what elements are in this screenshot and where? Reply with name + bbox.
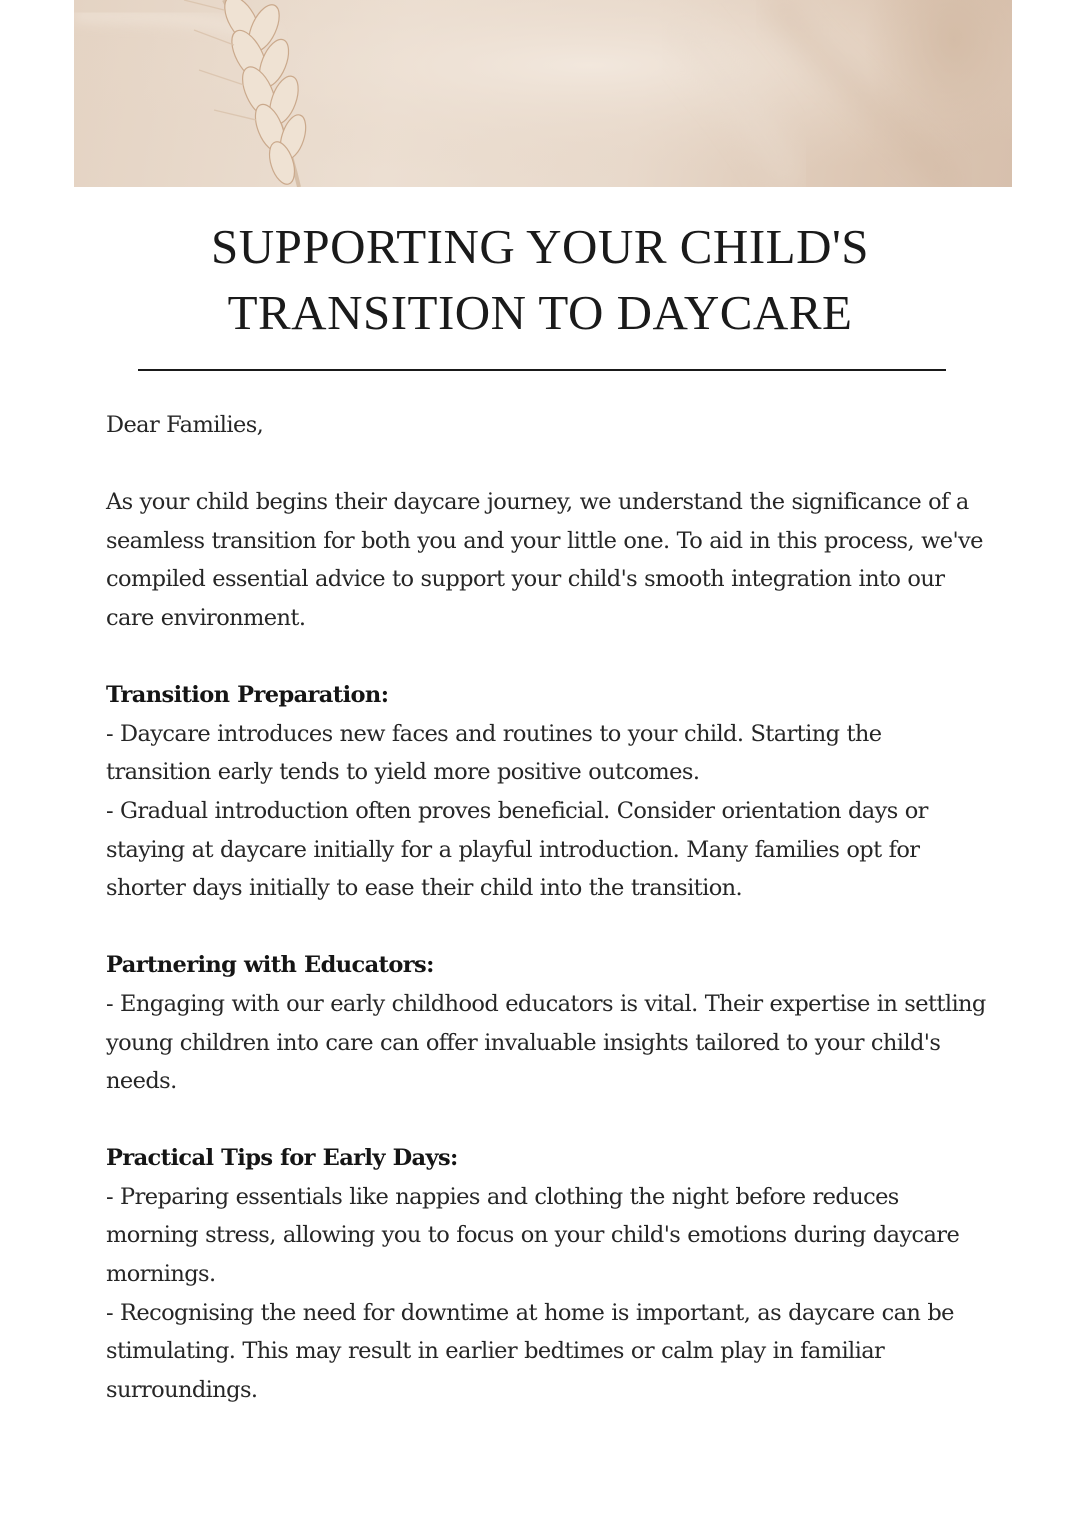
- section-heading-partnering-educators: Partnering with Educators:: [106, 952, 434, 979]
- list-item: - Daycare introduces new faces and routines to your child. Starting the transition early tends to yield more positive outcomes.: [106, 720, 882, 786]
- spacer: [106, 908, 986, 947]
- title-line-1: SUPPORTING YOUR CHILD'S: [210, 219, 870, 274]
- spacer: [106, 638, 986, 677]
- title-line-2: TRANSITION TO DAYCARE: [227, 285, 853, 340]
- list-item: - Engaging with our early childhood educators is vital. Their expertise in settling young children into care can offer invaluable insights tailored to your child's needs.: [106, 990, 986, 1095]
- page-title: [0, 214, 1080, 346]
- list-item: - Recognising the need for downtime at home is important, as daycare can be stimulating. This may result in earlier bedtimes or calm play in familiar surroundings.: [106, 1299, 954, 1403]
- title-divider: [138, 369, 946, 371]
- letter-body: [106, 406, 986, 1409]
- header-image: [74, 0, 1012, 187]
- list-item: - Gradual introduction often proves beneficial. Consider orientation days or staying at daycare initially for a playful introduction. Many families opt for shorter days initially to ease their child into the transition.: [106, 797, 928, 902]
- wheat-stalk-image: [74, 0, 1012, 187]
- section-heading-practical-tips: Practical Tips for Early Days:: [106, 1145, 458, 1172]
- spacer: [106, 1101, 986, 1140]
- greeting: Dear Families,: [106, 412, 264, 438]
- spacer: [106, 445, 986, 484]
- section-heading-transition-preparation: Transition Preparation:: [106, 682, 389, 709]
- list-item: - Preparing essentials like nappies and clothing the night before reduces morning stress, allowing you to focus on your child's emotions during daycare mornings.: [106, 1183, 960, 1288]
- intro-paragraph: As your child begins their daycare journey, we understand the significance of a seamless transition for both you and your little one. To aid in this process, we've compiled essential advice to support your child's smooth integration into our care environment.: [106, 489, 983, 631]
